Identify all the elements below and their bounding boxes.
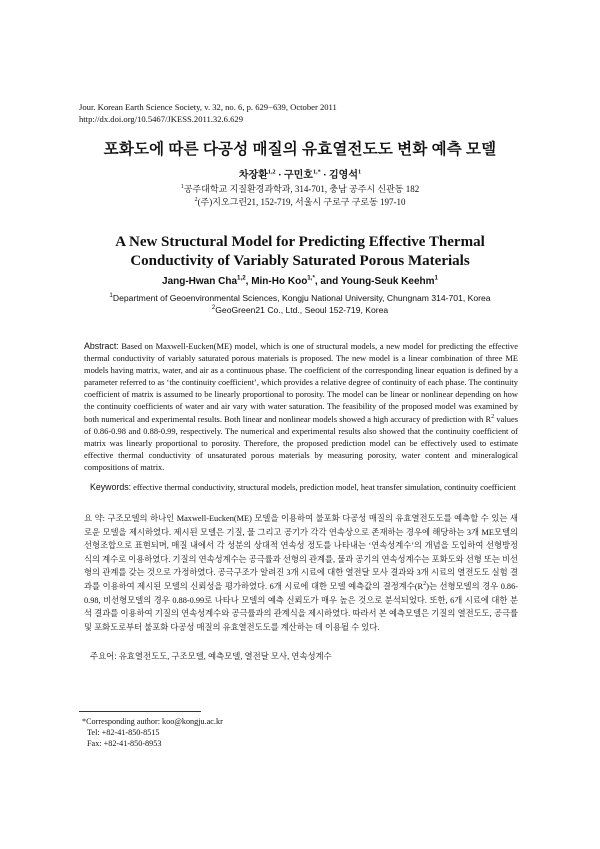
affiliation-line — [0, 304, 600, 316]
author-name: Young-Seuk Keehm — [340, 276, 435, 287]
author-sup: 1 — [358, 168, 362, 176]
korean-abstract — [84, 512, 518, 634]
affiliation-sup: 2 — [194, 196, 198, 203]
affiliation-sup: 2 — [211, 304, 216, 312]
corresponding-author: *Corresponding author: koo@kongju.ac.kr — [82, 717, 223, 726]
korean-affiliations — [0, 183, 600, 209]
english-keywords — [84, 481, 518, 494]
author-separator: · — [320, 170, 330, 181]
author-name: 김영석 — [329, 170, 358, 181]
english-title-line: A New Structural Model for Predicting Effective Thermal — [115, 234, 485, 250]
author-separator: · — [275, 170, 284, 181]
keywords-label: Keywords: — [90, 482, 132, 492]
affiliation-text: Department of Geoenvironmental Sciences, Kongju National University, Chungnam 314-701, Korea — [112, 293, 491, 303]
abstract-sup: 2 — [491, 412, 495, 420]
affiliation-line — [0, 183, 600, 196]
korean-keywords-label: 주요어: — [90, 651, 117, 661]
english-affiliations — [0, 292, 600, 316]
journal-citation: Jour. Korean Earth Science Society, v. 32, no. 6, p. 629−639, October 2011 — [79, 102, 337, 112]
footnote-divider — [79, 711, 201, 712]
telephone: Tel: +82-41-850-8515 — [87, 728, 160, 738]
abstract-label: Abstract: — [84, 341, 119, 351]
korean-abstract-text: )는 선형모델의 경우 0.86-0.98, 비선형모델의 경우 0.88-0.99로 나타나 모델의 예측 신뢰도가 매우 높은 것으로 분석되었다. 또한, 6개 시료에 대한 분석 결과를 이용하여 기질의 연속성계수와 공극률과의 관계식을 제시하였다. 따라서 본 예측모델은 기질의 열전도도, 공극률 및 포화도로부터 불포화 다공성 매질의 유효열전도도를 계산하는 데 이용될 수 있다. — [84, 581, 518, 632]
fax: Fax: +82-41-850-8953 — [87, 739, 162, 749]
affiliation-line — [0, 196, 600, 209]
footnote — [82, 716, 223, 750]
author-separator: , and — [314, 276, 341, 287]
affiliation-text: 공주대학교 지질환경과학과, 314-701, 충남 공주시 신관동 182 — [183, 184, 420, 194]
author-sup: 1,* — [307, 274, 315, 282]
affiliation-sup: 1 — [109, 292, 113, 300]
author-sup: 1,* — [312, 168, 321, 176]
journal-doi: http://dx.doi.org/10.5467/JKESS.2011.32.6.629 — [79, 114, 244, 124]
author-sup: 1,2 — [237, 274, 246, 282]
author-name: Jang-Hwan Cha — [162, 276, 238, 287]
korean-abstract-label: 요 약: — [84, 514, 105, 523]
affiliation-text: (주)지오그린21, 152-719, 서울시 구로구 구로동 197-10 — [197, 197, 406, 207]
korean-keywords — [84, 650, 518, 663]
english-title-line: Conductivity of Variably Saturated Porous Materials — [130, 253, 470, 269]
keywords-text: effective thermal conductivity, structural models, prediction model, heat transfer simulation, continuity coefficient — [133, 483, 516, 492]
author-sup: 1,2 — [267, 168, 276, 176]
author-name: 구민호 — [283, 170, 313, 181]
korean-abstract-sup: 2 — [423, 580, 427, 588]
author-sup: 1 — [434, 274, 438, 282]
journal-header — [79, 101, 337, 125]
korean-keywords-text: 유효열전도도, 구조모델, 예측모델, 열전달 모사, 연속성계수 — [118, 652, 332, 661]
author-name: Min-Ho Koo — [251, 276, 308, 287]
author-name: 차장환 — [238, 170, 268, 181]
abstract-text: Based on Maxwell-Eucken(ME) model, which is one of structural models, a new model for predicting the effective thermal conductivity of variably saturated porous materials is proposed. The new model is a linear combination of three ME models having matrix, water, and air as a continuous phase. The coefficient of the corresponding linear equation is defined by a parameter referred to as ‘the continuity coefficient’, which provides a relative degree of continuity of each phase. The continuity coefficient of matrix is assumed to be linearly proportional to porosity. The model can be linear or nonlinear depending on how the continuity coefficients of water and air vary with water saturation. The feasibility of the proposed model was examined by both numerical and experimental results. Both linear and nonlinear models showed a high accuracy of prediction with R — [84, 341, 518, 424]
korean-authors — [0, 166, 600, 181]
english-abstract — [84, 340, 518, 473]
affiliation-sup: 1 — [180, 183, 184, 190]
affiliation-line — [0, 292, 600, 304]
english-title — [0, 233, 600, 271]
korean-abstract-text: 구조모델의 하나인 Maxwell-Eucken(ME) 모델을 이용하여 불포화 다공성 매질의 유효열전도도를 예측할 수 있는 새로운 모델을 제시하였다. 제시된 모델은 기질, 물 그리고 공기가 각각 연속상으로 존재하는 경우에 해당하는 3개 ME모델의 선형조합으로 표현되며, 매질 내에서 각 성분의 상대적 연속성 정도를 나타내는 ‘연속성계수’의 개념을 도입하여 선형방정식의 계수로 이용하였다. 기질의 연속성계수는 공극률과 선형의 관계를, 물과 공기의 연속성계수는 포화도와 선형 또는 비선형의 관계를 갖는 것으로 가정하였다. 공극구조가 알려진 3개 시료에 대한 열전달 모사 결과와 3개 시료의 열전도도 실험 결과를 이용하여 제시된 모델의 신뢰성을 평가하였다. 6개 시료에 대한 모델 예측값의 결정계수(R — [84, 514, 518, 591]
korean-title: 포화도에 따른 다공성 매질의 유효열전도도 변화 예측 모델 — [103, 141, 497, 158]
affiliation-text: GeoGreen21 Co., Ltd., Seoul 152-719, Korea — [215, 305, 389, 315]
english-authors — [0, 276, 600, 287]
author-separator: , — [245, 276, 252, 287]
abstract-text: values of 0.86-0.98 and 0.88-0.99, respectively. The numerical and experimental results also showed that the continuity coefficient of matrix was linearly proportional to porosity. Therefore, the proposed prediction model can be effectively used to estimate effective thermal conductivity of unsaturated porous materials by measuring porosity, water content and mineralogical compositions of matrix. — [84, 413, 518, 472]
